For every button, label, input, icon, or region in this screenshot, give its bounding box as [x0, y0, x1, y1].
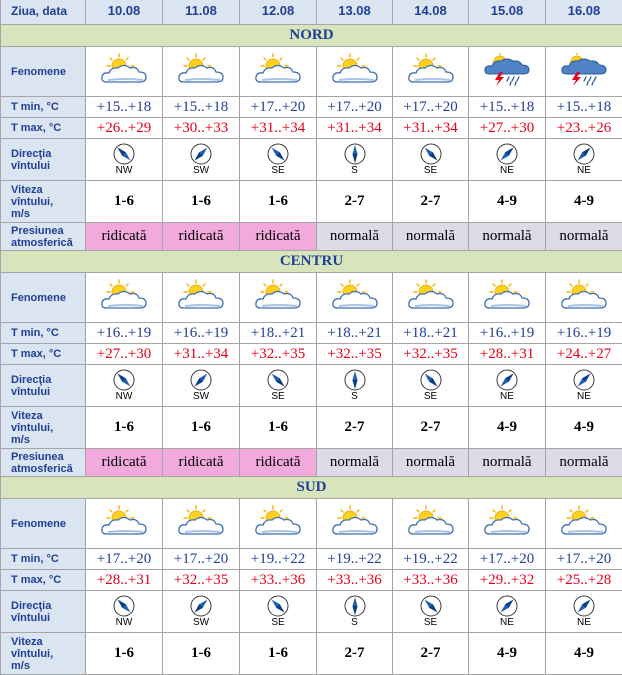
- sun-cloud-icon: [99, 72, 149, 89]
- tmax-value: +25..+28: [546, 570, 622, 591]
- row-label-line: Viteza: [11, 636, 43, 648]
- pressure-row: [1, 449, 622, 477]
- date-cell: 12.08: [240, 0, 317, 25]
- weather-cell: [163, 47, 240, 97]
- date-cell: 11.08: [163, 0, 240, 25]
- sun-cloud-icon: [253, 524, 303, 541]
- wind-speed-value: 4-9: [469, 181, 546, 223]
- tmax-value: +33..+36: [393, 570, 469, 591]
- tmin-row: [1, 97, 622, 118]
- wind-direction-cell: [163, 139, 240, 181]
- wind-speed-value: 1-6: [240, 407, 317, 449]
- wind-direction-row: [1, 139, 622, 181]
- tmax-value: +27..+30: [86, 344, 163, 365]
- pressure-value: ridicată: [163, 223, 240, 251]
- tmin-value: +16..+19: [163, 323, 240, 344]
- tmin-value: +17..+20: [393, 97, 469, 118]
- row-label-line: Fenomene: [11, 66, 66, 78]
- wind-speed-value: 1-6: [163, 407, 240, 449]
- row-label-line: Presiunea: [11, 451, 64, 463]
- tmin-value: +17..+20: [240, 97, 317, 118]
- tmax-value: +33..+36: [240, 570, 317, 591]
- wind-direction-cell: [546, 139, 622, 181]
- wind-direction-text: SE: [393, 392, 468, 402]
- tmax-value: +29..+32: [469, 570, 546, 591]
- wind-speed-value: 2-7: [393, 181, 469, 223]
- tmin-value: +17..+20: [469, 549, 546, 570]
- row-label-line: vîntului: [11, 612, 50, 624]
- compass-arrow-icon: [163, 595, 239, 617]
- weather-cell: [469, 273, 546, 323]
- pressure-value: normală: [469, 449, 546, 477]
- sun-cloud-icon: [176, 298, 226, 315]
- wind-direction-cell: [240, 365, 317, 407]
- weather-cell: [546, 499, 622, 549]
- wind-speed-row: [1, 181, 622, 223]
- tmin-label: [1, 549, 86, 570]
- pressure-value: ridicată: [86, 449, 163, 477]
- row-label-line: m/s: [11, 660, 30, 672]
- wind-direction-cell: [393, 365, 469, 407]
- row-label-line: Fenomene: [11, 518, 66, 530]
- region-row: [1, 25, 622, 47]
- thunderstorm-rain-icon: [482, 73, 532, 90]
- tmax-row: [1, 118, 622, 139]
- wind-speed-value: 4-9: [469, 407, 546, 449]
- tmax-value: +32..+35: [240, 344, 317, 365]
- wind-direction-cell: [163, 591, 240, 633]
- wind-direction-label: [1, 139, 86, 181]
- row-label-line: T min, °C: [11, 101, 59, 113]
- region-row: [1, 251, 622, 273]
- tmax-row: [1, 344, 622, 365]
- sun-cloud-icon: [330, 524, 380, 541]
- pressure-value: normală: [393, 223, 469, 251]
- wind-speed-value: 1-6: [163, 633, 240, 675]
- wind-speed-value: 1-6: [240, 633, 317, 675]
- wind-direction-cell: [393, 591, 469, 633]
- row-label-line: vîntului,: [11, 422, 53, 434]
- sun-cloud-icon: [253, 72, 303, 89]
- wind-direction-cell: [317, 591, 393, 633]
- date-cell: 15.08: [469, 0, 546, 25]
- wind-direction-text: SE: [240, 618, 316, 628]
- pressure-value: normală: [546, 223, 622, 251]
- sun-cloud-icon: [559, 524, 609, 541]
- wind-speed-label: [1, 633, 86, 675]
- compass-arrow-icon: [469, 595, 545, 617]
- compass-arrow-icon: [546, 143, 622, 165]
- wind-direction-text: NE: [469, 618, 545, 628]
- wind-speed-value: 4-9: [469, 633, 546, 675]
- sun-cloud-icon: [406, 298, 456, 315]
- wind-speed-value: 1-6: [86, 407, 163, 449]
- row-label-line: Presiunea: [11, 225, 64, 237]
- wind-direction-cell: [86, 591, 163, 633]
- tmin-value: +16..+19: [469, 323, 546, 344]
- row-label-line: T min, °C: [11, 553, 59, 565]
- date-cell: 10.08: [86, 0, 163, 25]
- wind-direction-cell: [469, 139, 546, 181]
- wind-direction-text: NW: [86, 618, 162, 628]
- wind-speed-value: 1-6: [86, 633, 163, 675]
- pressure-value: ridicată: [86, 223, 163, 251]
- weather-cell: [317, 499, 393, 549]
- tmax-value: +26..+29: [86, 118, 163, 139]
- sun-cloud-icon: [99, 524, 149, 541]
- row-label-line: Direcţia: [11, 148, 51, 160]
- compass-arrow-icon: [240, 369, 316, 391]
- phenomena-row: [1, 47, 622, 97]
- wind-speed-value: 1-6: [240, 181, 317, 223]
- wind-direction-text: NE: [546, 392, 622, 402]
- weather-cell: [163, 273, 240, 323]
- wind-direction-cell: [240, 591, 317, 633]
- tmin-value: +19..+22: [240, 549, 317, 570]
- wind-direction-cell: [240, 139, 317, 181]
- tmin-value: +15..+18: [469, 97, 546, 118]
- weather-cell: [393, 47, 469, 97]
- compass-arrow-icon: [86, 143, 162, 165]
- wind-direction-text: NE: [546, 618, 622, 628]
- row-label-line: m/s: [11, 434, 30, 446]
- tmin-value: +15..+18: [163, 97, 240, 118]
- thunderstorm-rain-icon: [559, 73, 609, 90]
- row-label-line: vîntului: [11, 160, 50, 172]
- row-label-line: m/s: [11, 208, 30, 220]
- weather-cell: [546, 47, 622, 97]
- wind-direction-cell: [86, 139, 163, 181]
- tmax-value: +33..+36: [317, 570, 393, 591]
- wind-speed-value: 2-7: [393, 407, 469, 449]
- pressure-value: normală: [317, 223, 393, 251]
- wind-direction-cell: [546, 365, 622, 407]
- pressure-label: [1, 449, 86, 477]
- phenomena-label: [1, 273, 86, 323]
- wind-direction-text: NW: [86, 392, 162, 402]
- wind-direction-text: SE: [393, 618, 468, 628]
- compass-arrow-icon: [317, 143, 392, 165]
- weather-cell: [240, 499, 317, 549]
- tmin-row: [1, 549, 622, 570]
- tmax-value: +31..+34: [393, 118, 469, 139]
- wind-direction-cell: [163, 365, 240, 407]
- tmax-label: [1, 118, 86, 139]
- sun-cloud-icon: [559, 298, 609, 315]
- tmax-value: +32..+35: [393, 344, 469, 365]
- phenomena-label: [1, 47, 86, 97]
- wind-direction-cell: [86, 365, 163, 407]
- tmin-row: [1, 323, 622, 344]
- compass-arrow-icon: [163, 369, 239, 391]
- tmin-value: +19..+22: [393, 549, 469, 570]
- pressure-row: [1, 223, 622, 251]
- weather-cell: [86, 499, 163, 549]
- wind-direction-text: NE: [546, 166, 622, 176]
- pressure-value: ridicată: [163, 449, 240, 477]
- weather-cell: [86, 273, 163, 323]
- wind-direction-row: [1, 591, 622, 633]
- pressure-value: normală: [393, 449, 469, 477]
- wind-speed-value: 1-6: [163, 181, 240, 223]
- weather-cell: [240, 47, 317, 97]
- tmin-value: +16..+19: [546, 323, 622, 344]
- weather-cell: [163, 499, 240, 549]
- compass-arrow-icon: [240, 595, 316, 617]
- tmax-value: +28..+31: [469, 344, 546, 365]
- sun-cloud-icon: [253, 298, 303, 315]
- wind-direction-cell: [546, 591, 622, 633]
- tmin-value: +15..+18: [86, 97, 163, 118]
- phenomena-row: [1, 273, 622, 323]
- row-label-line: Direcţia: [11, 600, 51, 612]
- sun-cloud-icon: [176, 72, 226, 89]
- row-label-line: Fenomene: [11, 292, 66, 304]
- sun-cloud-icon: [482, 524, 532, 541]
- row-label-line: atmosferică: [11, 237, 73, 249]
- wind-speed-label: [1, 181, 86, 223]
- wind-direction-text: SW: [163, 392, 239, 402]
- weather-cell: [393, 273, 469, 323]
- wind-direction-text: SE: [240, 392, 316, 402]
- sun-cloud-icon: [176, 524, 226, 541]
- tmin-value: +17..+20: [546, 549, 622, 570]
- tmin-label: [1, 323, 86, 344]
- row-label-line: vîntului,: [11, 196, 53, 208]
- compass-arrow-icon: [317, 369, 392, 391]
- weather-cell: [86, 47, 163, 97]
- pressure-value: normală: [469, 223, 546, 251]
- tmax-value: +23..+26: [546, 118, 622, 139]
- tmin-value: +19..+22: [317, 549, 393, 570]
- compass-arrow-icon: [393, 369, 468, 391]
- pressure-label: [1, 223, 86, 251]
- compass-arrow-icon: [317, 595, 392, 617]
- wind-speed-value: 1-6: [86, 181, 163, 223]
- row-label-line: T max, °C: [11, 122, 61, 134]
- weather-cell: [317, 273, 393, 323]
- compass-arrow-icon: [86, 595, 162, 617]
- compass-arrow-icon: [86, 369, 162, 391]
- wind-speed-value: 4-9: [546, 633, 622, 675]
- wind-direction-cell: [393, 139, 469, 181]
- wind-direction-text: NE: [469, 166, 545, 176]
- tmin-value: +18..+21: [317, 323, 393, 344]
- tmax-value: +31..+34: [240, 118, 317, 139]
- weather-cell: [393, 499, 469, 549]
- wind-direction-text: S: [317, 392, 392, 402]
- region-row: [1, 477, 622, 499]
- wind-direction-text: SE: [240, 166, 316, 176]
- wind-direction-text: NE: [469, 392, 545, 402]
- sun-cloud-icon: [406, 72, 456, 89]
- tmin-value: +18..+21: [240, 323, 317, 344]
- tmin-label: [1, 97, 86, 118]
- header-row: [1, 0, 622, 25]
- weather-cell: [469, 47, 546, 97]
- tmax-value: +27..+30: [469, 118, 546, 139]
- region-title: CENTRU: [1, 251, 622, 273]
- wind-direction-cell: [317, 365, 393, 407]
- tmin-value: +16..+19: [86, 323, 163, 344]
- compass-arrow-icon: [546, 369, 622, 391]
- row-label-line: atmosferică: [11, 463, 73, 475]
- weather-cell: [546, 273, 622, 323]
- wind-direction-text: SW: [163, 618, 239, 628]
- weather-cell: [317, 47, 393, 97]
- pressure-value: normală: [546, 449, 622, 477]
- phenomena-label: [1, 499, 86, 549]
- header-label-text: Ziua, data: [11, 4, 67, 18]
- tmax-value: +31..+34: [317, 118, 393, 139]
- weather-cell: [469, 499, 546, 549]
- compass-arrow-icon: [163, 143, 239, 165]
- region-title: NORD: [1, 25, 622, 47]
- tmax-value: +24..+27: [546, 344, 622, 365]
- pressure-value: normală: [317, 449, 393, 477]
- sun-cloud-icon: [99, 298, 149, 315]
- tmax-label: [1, 344, 86, 365]
- tmax-value: +32..+35: [317, 344, 393, 365]
- pressure-value: ridicată: [240, 449, 317, 477]
- wind-direction-cell: [469, 591, 546, 633]
- wind-direction-text: NW: [86, 166, 162, 176]
- tmin-value: +15..+18: [546, 97, 622, 118]
- tmin-value: +17..+20: [317, 97, 393, 118]
- weather-cell: [240, 273, 317, 323]
- row-label-line: Direcţia: [11, 374, 51, 386]
- wind-speed-value: 2-7: [393, 633, 469, 675]
- sun-cloud-icon: [406, 524, 456, 541]
- compass-arrow-icon: [469, 143, 545, 165]
- tmin-value: +17..+20: [163, 549, 240, 570]
- date-cell: 13.08: [317, 0, 393, 25]
- wind-speed-value: 2-7: [317, 181, 393, 223]
- compass-arrow-icon: [469, 369, 545, 391]
- wind-speed-value: 4-9: [546, 181, 622, 223]
- wind-direction-label: [1, 365, 86, 407]
- wind-direction-text: SW: [163, 166, 239, 176]
- wind-speed-value: 2-7: [317, 633, 393, 675]
- tmax-label: [1, 570, 86, 591]
- row-label-line: T max, °C: [11, 574, 61, 586]
- wind-speed-value: 4-9: [546, 407, 622, 449]
- row-label-line: T max, °C: [11, 348, 61, 360]
- sun-cloud-icon: [330, 72, 380, 89]
- tmin-value: +18..+21: [393, 323, 469, 344]
- row-label-line: vîntului: [11, 386, 50, 398]
- wind-direction-cell: [469, 365, 546, 407]
- tmax-value: +32..+35: [163, 570, 240, 591]
- tmax-value: +28..+31: [86, 570, 163, 591]
- date-cell: 14.08: [393, 0, 469, 25]
- sun-cloud-icon: [330, 298, 380, 315]
- wind-direction-text: SE: [393, 166, 468, 176]
- tmax-row: [1, 570, 622, 591]
- wind-speed-value: 2-7: [317, 407, 393, 449]
- wind-direction-label: [1, 591, 86, 633]
- date-cell: 16.08: [546, 0, 622, 25]
- row-label-line: Viteza: [11, 410, 43, 422]
- wind-direction-cell: [317, 139, 393, 181]
- compass-arrow-icon: [393, 143, 468, 165]
- compass-arrow-icon: [393, 595, 468, 617]
- row-label-line: vîntului,: [11, 648, 53, 660]
- phenomena-row: [1, 499, 622, 549]
- tmax-value: +30..+33: [163, 118, 240, 139]
- sun-cloud-icon: [482, 298, 532, 315]
- wind-direction-row: [1, 365, 622, 407]
- wind-speed-row: [1, 407, 622, 449]
- row-label-line: Viteza: [11, 184, 43, 196]
- tmax-value: +31..+34: [163, 344, 240, 365]
- header-label: [1, 0, 86, 25]
- wind-direction-text: S: [317, 618, 392, 628]
- wind-direction-text: S: [317, 166, 392, 176]
- compass-arrow-icon: [546, 595, 622, 617]
- wind-speed-label: [1, 407, 86, 449]
- region-title: SUD: [1, 477, 622, 499]
- compass-arrow-icon: [240, 143, 316, 165]
- pressure-value: ridicată: [240, 223, 317, 251]
- row-label-line: T min, °C: [11, 327, 59, 339]
- tmin-value: +17..+20: [86, 549, 163, 570]
- wind-speed-row: [1, 633, 622, 675]
